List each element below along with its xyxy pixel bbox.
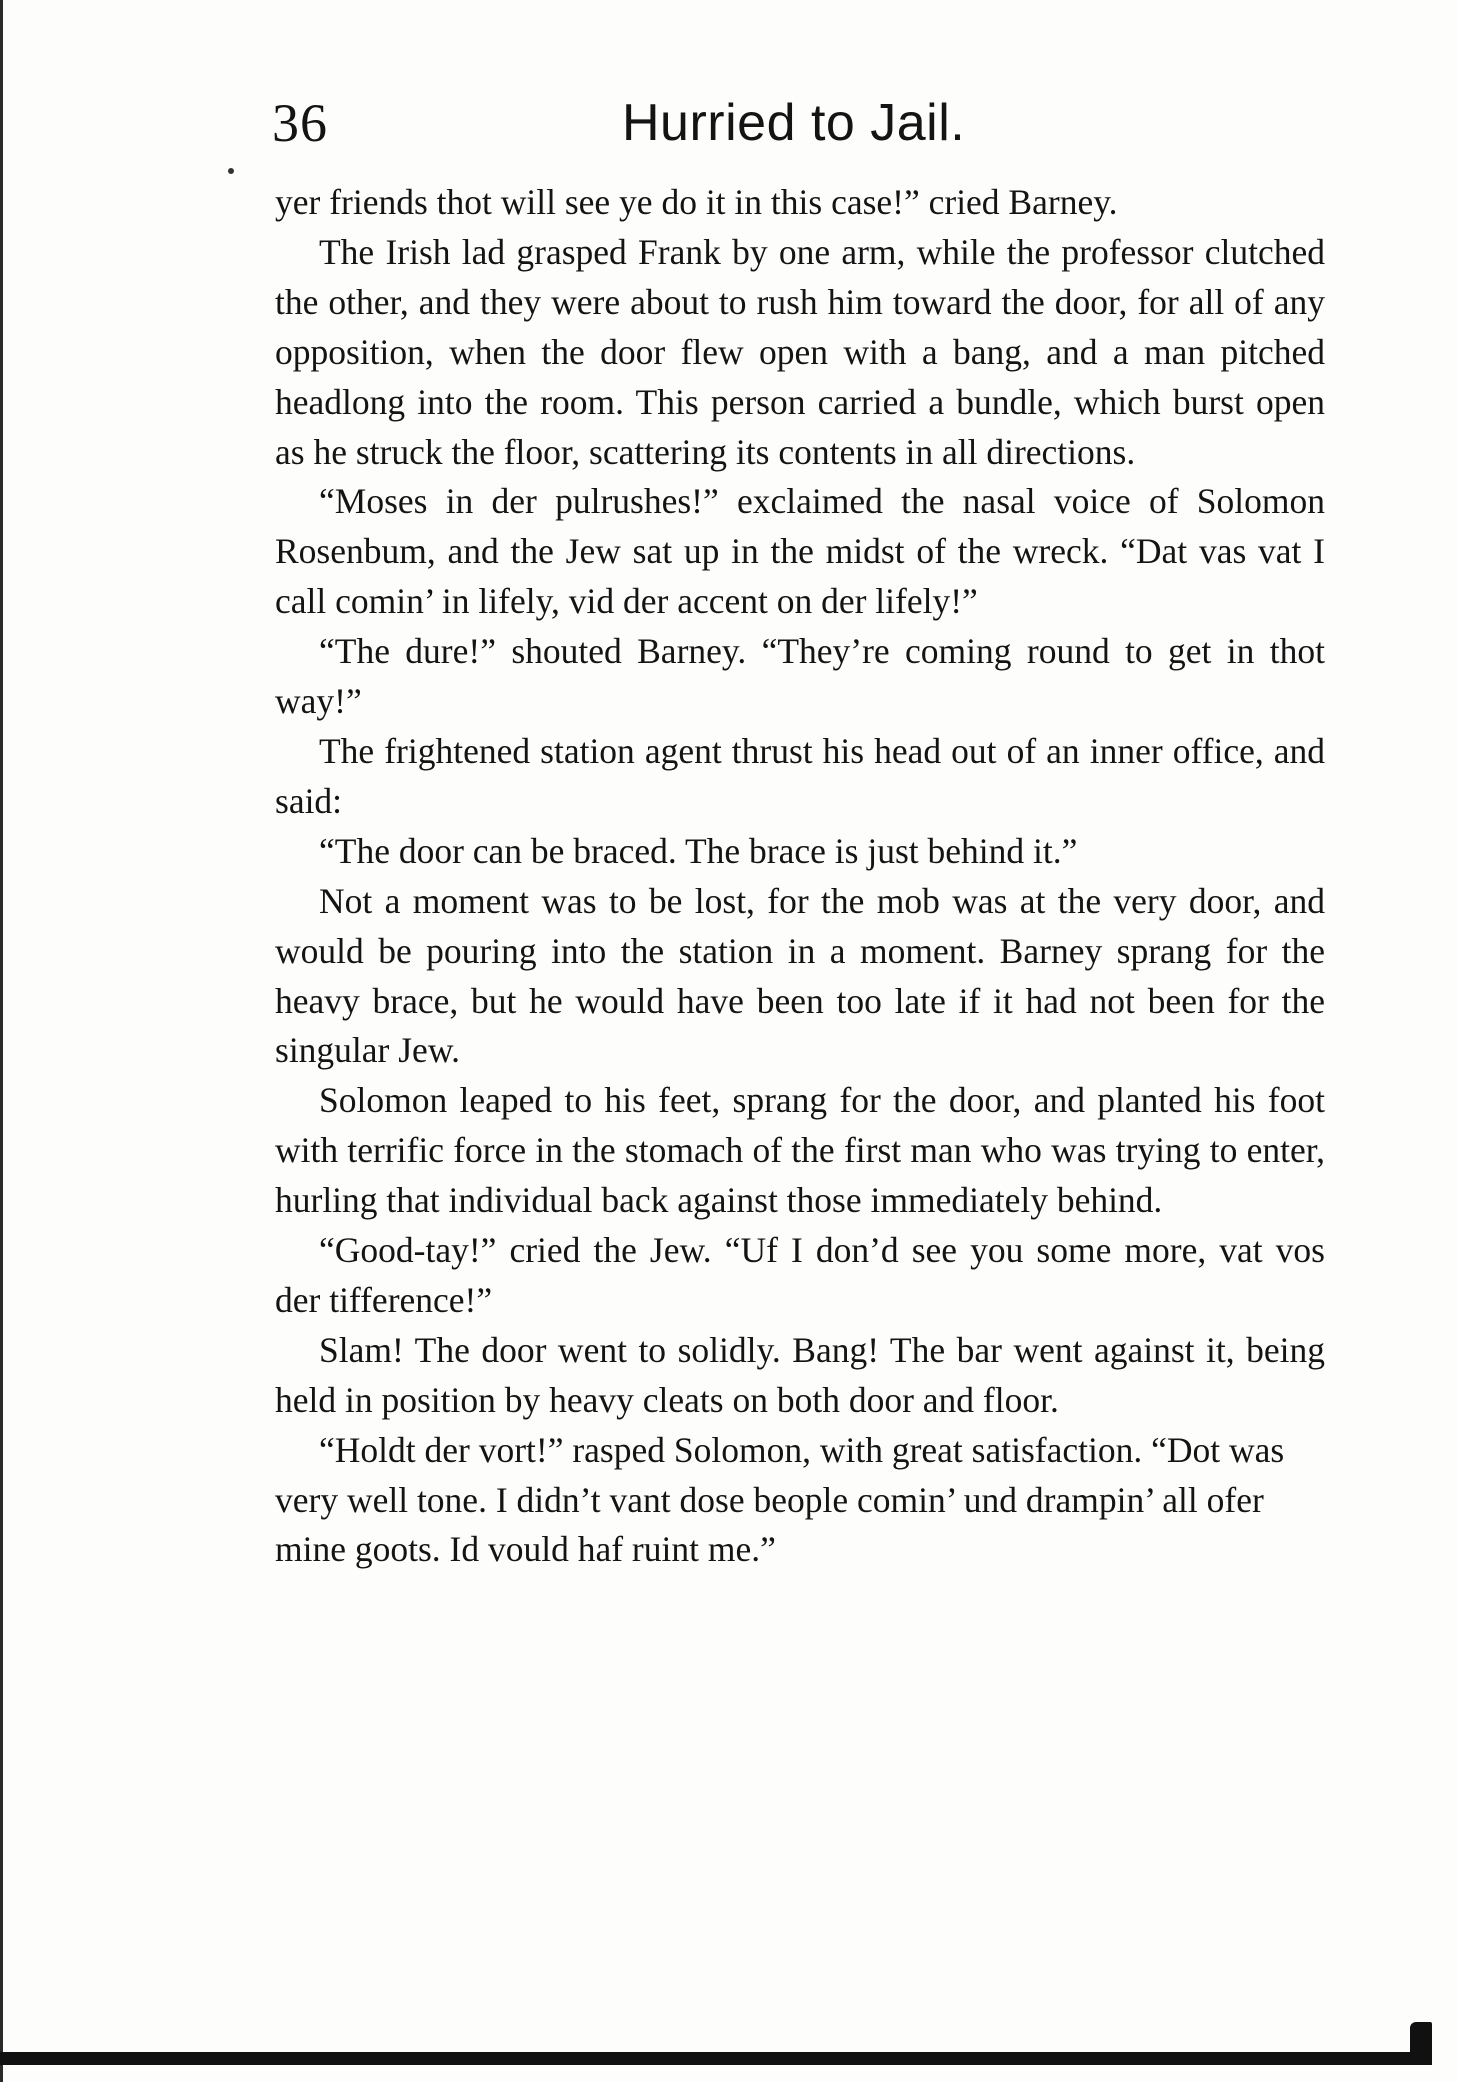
paragraph: The frightened station agent thrust his head out of an inner office, and said: [275,730,1325,821]
paragraph: Solomon leaped to his feet, sprang for the door, and planted his foot with terrific force in the stomach of the first man who was trying to enter, hurling that individual back against those immediately behind. [275,1080,1325,1221]
ink-speck [228,168,234,174]
paragraph: “The dure!” shouted Barney. “They’re coming round to get in thot way!” [275,631,1325,722]
paragraph: “The door can be braced. The brace is just behind it.” [319,830,1078,871]
bottom-rule-end [1410,2022,1432,2065]
bottom-rule [0,2052,1430,2065]
running-title: Hurried to Jail. [622,94,966,152]
paragraph: yer friends thot will see ye do it in this case!” cried Barney. [275,182,1118,222]
paragraph: “Holdt der vort!” rasped Solomon, with great satisfaction. “Dot was very well tone. I didn’t vant dose beople comin’ und drampin’ all ofer mine goots. Id vould haf ruint me.” [275,1429,1285,1570]
paragraph: Not a moment was to be lost, for the mob was at the very door, and would be pouring into the station in a moment. Barney sprang for the heavy brace, but he would have been too late if it had not been for the singular Jew. [275,880,1325,1071]
page-left-edge [0,0,3,2082]
page-number: 36 [272,93,328,153]
paragraph: Slam! The door went to solidly. Bang! The bar went against it, being held in position by heavy cleats on both door and floor. [275,1329,1325,1420]
paragraph: “Moses in der pulrushes!” exclaimed the nasal voice of Solomon Rosenbum, and the Jew sat up in the midst of the wreck. “Dat vas vat I call comin’ in lifely, vid der accent on der lifely!” [275,481,1325,622]
paragraph: The Irish lad grasped Frank by one arm, while the professor clutched the other, and they were about to rush him toward the door, for all of any opposition, when the door flew open with a bang, and a man pitched headlong into the room. This person carried a bundle, which burst open as he struck the floor, scattering its contents in all directions. [275,231,1325,472]
body-text [275,178,1325,1575]
paragraph: “Good-tay!” cried the Jew. “Uf I don’d see you some more, vat vos der tifference!” [275,1230,1325,1320]
page-header [272,88,1322,158]
